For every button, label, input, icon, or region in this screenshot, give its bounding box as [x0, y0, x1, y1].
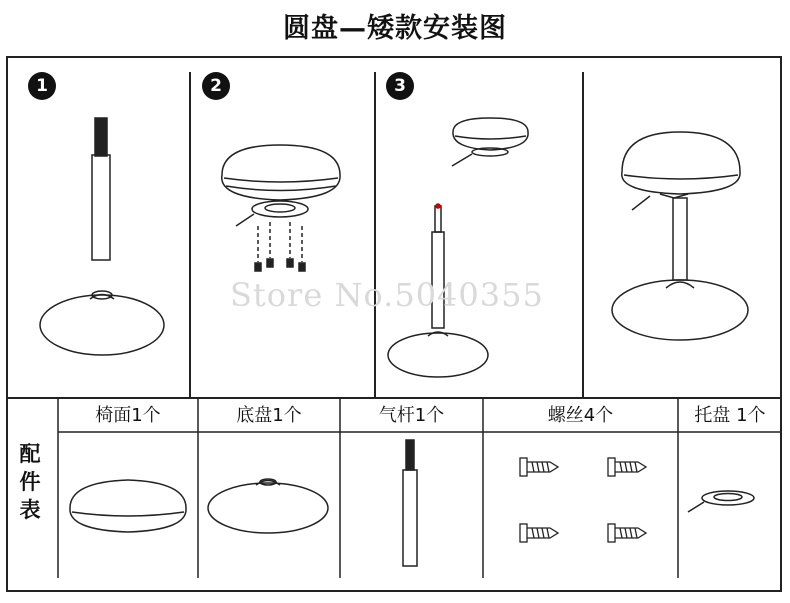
part-base-illustration — [208, 479, 328, 533]
part-tray-illustration — [688, 491, 754, 512]
part-header-tray: 托盘 1个 — [694, 405, 766, 426]
step-3-marker: 3 — [386, 72, 414, 100]
watermark: Store No.5040355 — [230, 276, 544, 314]
panel-3-illustration — [388, 118, 528, 377]
panel-1-illustration — [40, 118, 164, 355]
panel-4-illustration — [612, 132, 748, 340]
parts-list-label: 配件表 — [19, 442, 41, 522]
panel-2-illustration — [222, 145, 340, 271]
page-title: 圆盘—矮款安装图 — [283, 13, 507, 44]
part-gaslift-illustration — [403, 440, 417, 566]
step-1-marker: 1 — [28, 72, 56, 100]
part-header-gaslift: 气杆1个 — [378, 405, 445, 426]
part-header-seat: 椅面1个 — [95, 405, 161, 426]
step-2-marker: 2 — [202, 72, 230, 100]
part-header-screws: 螺丝4个 — [547, 405, 614, 426]
part-header-base: 底盘1个 — [236, 405, 302, 426]
part-screws-illustration — [520, 458, 646, 542]
part-seat-illustration — [70, 480, 186, 532]
